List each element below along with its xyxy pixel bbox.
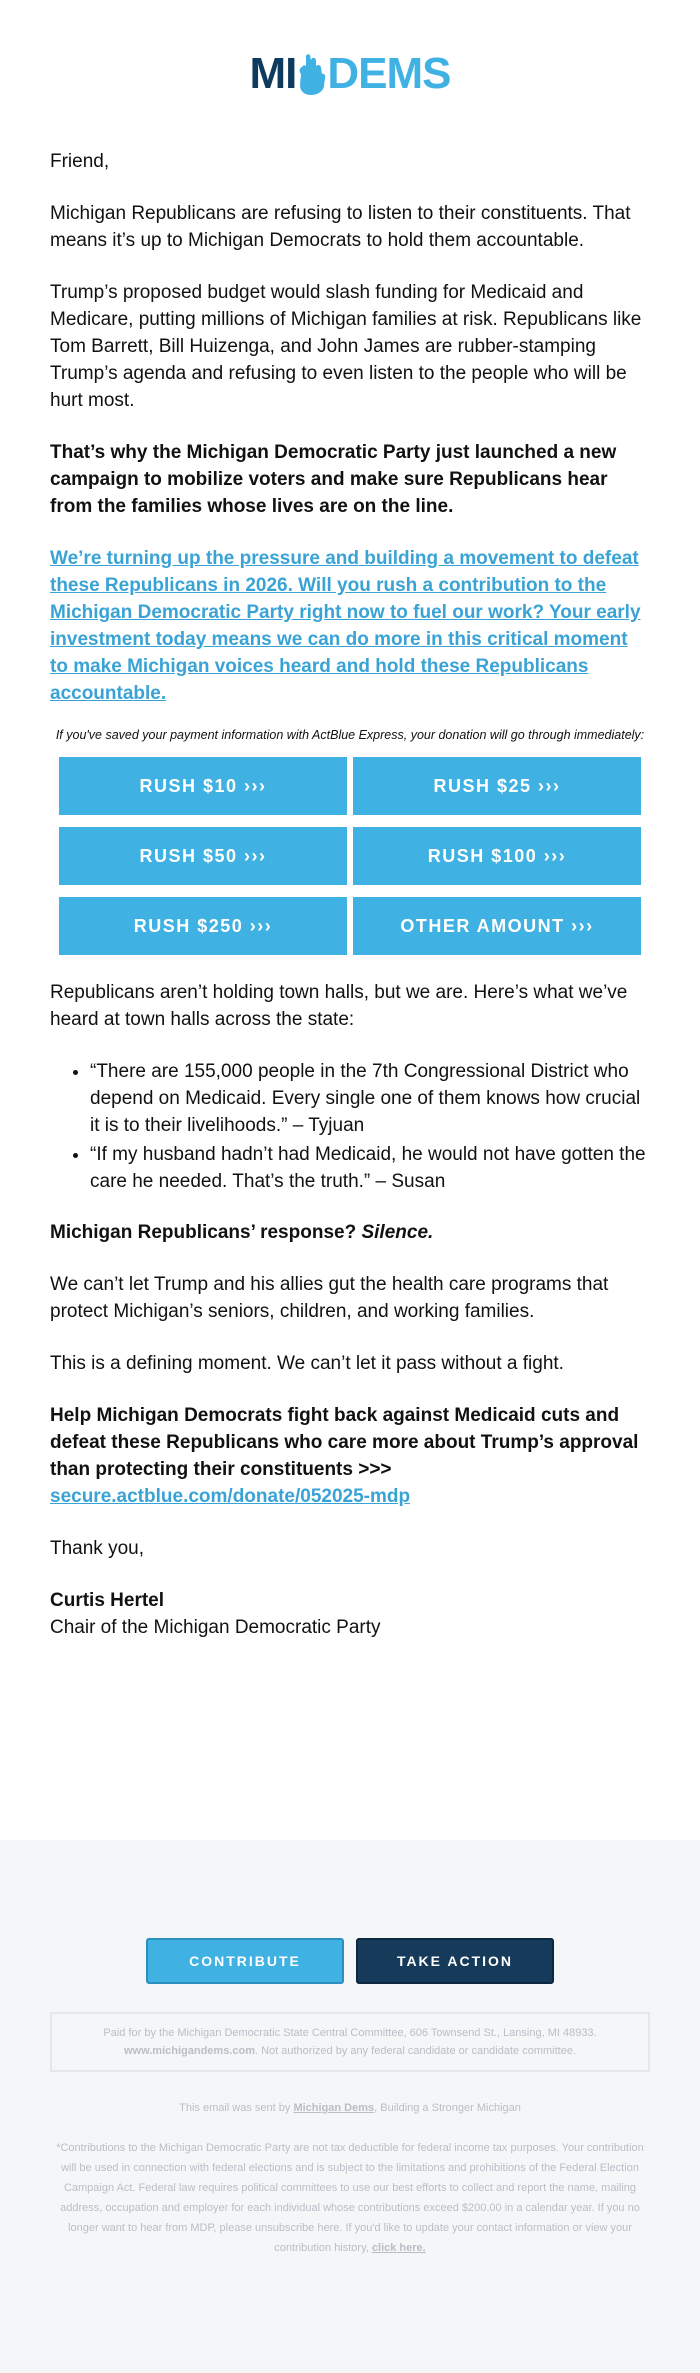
greeting: Friend, bbox=[50, 151, 110, 172]
email-body bbox=[0, 148, 700, 1641]
donate-100-button[interactable]: RUSH $100 ››› bbox=[353, 827, 641, 885]
signer-name: Curtis Hertel bbox=[50, 1590, 165, 1611]
health-care-paragraph: We can’t let Trump and his allies gut the health care programs that protect Michigan’s seniors, children, and working families. bbox=[50, 1274, 609, 1322]
quote-susan: • “If my husband hadn’t had Medicaid, he would not have gotten the care he needed. That’s the truth.” – Susan bbox=[90, 1141, 650, 1195]
not-authorized-text: . Not authorized by any federal candidate or candidate committee. bbox=[254, 2045, 577, 2057]
response-value: Silence. bbox=[361, 1222, 434, 1243]
donate-other-amount-button[interactable]: OTHER AMOUNT ››› bbox=[353, 897, 641, 955]
response-paragraph bbox=[50, 1219, 650, 1246]
sent-by-suffix: , Building a Stronger Michigan bbox=[374, 2102, 521, 2114]
intro-paragraph: Michigan Republicans are refusing to listen to their constituents. That means it’s up to Michigan Democrats to hold them accountable. bbox=[50, 203, 631, 251]
signoff: Thank you, bbox=[50, 1538, 144, 1559]
signature bbox=[50, 1587, 650, 1641]
sent-by-line bbox=[0, 2102, 700, 2114]
michigan-dems-link[interactable]: Michigan Dems bbox=[293, 2102, 375, 2114]
actblue-donate-link[interactable]: secure.actblue.com/donate/052025-mdp bbox=[50, 1486, 411, 1507]
campaign-paragraph: That’s why the Michigan Democratic Party just launched a new campaign to mobilize voters and make sure Republicans hear from the families whose lives are on the line. bbox=[50, 442, 617, 517]
logo-dems-text: DEMS bbox=[327, 49, 451, 98]
donate-250-button[interactable]: RUSH $250 ››› bbox=[59, 897, 347, 955]
email-footer bbox=[0, 1840, 700, 2373]
logo-mi-text: MI bbox=[249, 49, 297, 98]
michigan-mitten-icon bbox=[295, 52, 329, 96]
donate-10-button[interactable]: RUSH $10 ››› bbox=[59, 757, 347, 815]
paid-for-disclaimer bbox=[50, 2012, 650, 2072]
disclaimer-text: *Contributions to the Michigan Democratic Party are not tax deductible for federal income tax purposes. Your contribution will be used in connection with federal elections and is subject to the limitations and prohibitions of the Federal Election Campaign Act. Federal law requires political committees to use our best efforts to collect and report the name, mailing address, occupation and employer for each individual whose contributions exceed $200.00 in a calendar year. If you no longer want to hear from MDP, please unsubscribe here. If you'd like to update your contact information or view your contribution history, bbox=[56, 2142, 644, 2254]
website-link[interactable]: www.michigandems.com bbox=[123, 2045, 255, 2057]
contribute-button[interactable]: CONTRIBUTE bbox=[146, 1938, 344, 1984]
quote-tyjuan: • “There are 155,000 people in the 7th Congressional District who depend on Medicaid. Every single one of them knows how crucial it is to their livelihoods.” – Tyjuan bbox=[90, 1058, 650, 1139]
donate-50-button[interactable]: RUSH $50 ››› bbox=[59, 827, 347, 885]
sent-by-prefix: This email was sent by bbox=[179, 2102, 294, 2114]
town-hall-quotes bbox=[90, 1058, 650, 1195]
paid-for-text: Paid for by the Michigan Democratic State Central Committee, 606 Townsend St., Lansing, MI 48933. bbox=[103, 2027, 597, 2039]
final-cta-paragraph bbox=[50, 1402, 650, 1510]
footer-buttons bbox=[0, 1938, 700, 1984]
final-cta-text: Help Michigan Democrats fight back against Medicaid cuts and defeat these Republicans who care more about Trump’s approval than protecting their constituents >>> bbox=[50, 1405, 639, 1480]
email-header bbox=[0, 0, 700, 148]
take-action-button[interactable]: TAKE ACTION bbox=[356, 1938, 554, 1984]
contribution-disclaimer bbox=[50, 2138, 650, 2258]
response-label: Michigan Republicans’ response? bbox=[50, 1222, 357, 1243]
town-halls-paragraph: Republicans aren’t holding town halls, but we are. Here’s what we’ve heard at town halls across the state: bbox=[50, 982, 628, 1030]
click-here-link[interactable]: click here. bbox=[371, 2242, 426, 2254]
actblue-express-note: If you've saved your payment information with ActBlue Express, your donation will go through immediately: bbox=[55, 728, 645, 742]
contribution-cta-link[interactable]: We’re turning up the pressure and building a movement to defeat these Republicans in 2026. Will you rush a contribution to the Michigan Democratic Party right now to fuel our work? Your early investment today means we can do more in this critical moment to make Michigan voices heard and hold these Republicans accountable. bbox=[50, 548, 641, 704]
mi-dems-logo[interactable] bbox=[249, 49, 451, 98]
defining-moment-paragraph: This is a defining moment. We can’t let it pass without a fight. bbox=[50, 1353, 564, 1374]
budget-paragraph: Trump’s proposed budget would slash funding for Medicaid and Medicare, putting millions of Michigan families at risk. Republicans like Tom Barrett, Bill Huizenga, and John James are rubber-stamping Trump’s agenda and refusing to even listen to the people who will be hurt most. bbox=[50, 282, 642, 411]
signer-title: Chair of the Michigan Democratic Party bbox=[50, 1617, 381, 1638]
donation-button-grid bbox=[50, 757, 650, 955]
donate-25-button[interactable]: RUSH $25 ››› bbox=[353, 757, 641, 815]
